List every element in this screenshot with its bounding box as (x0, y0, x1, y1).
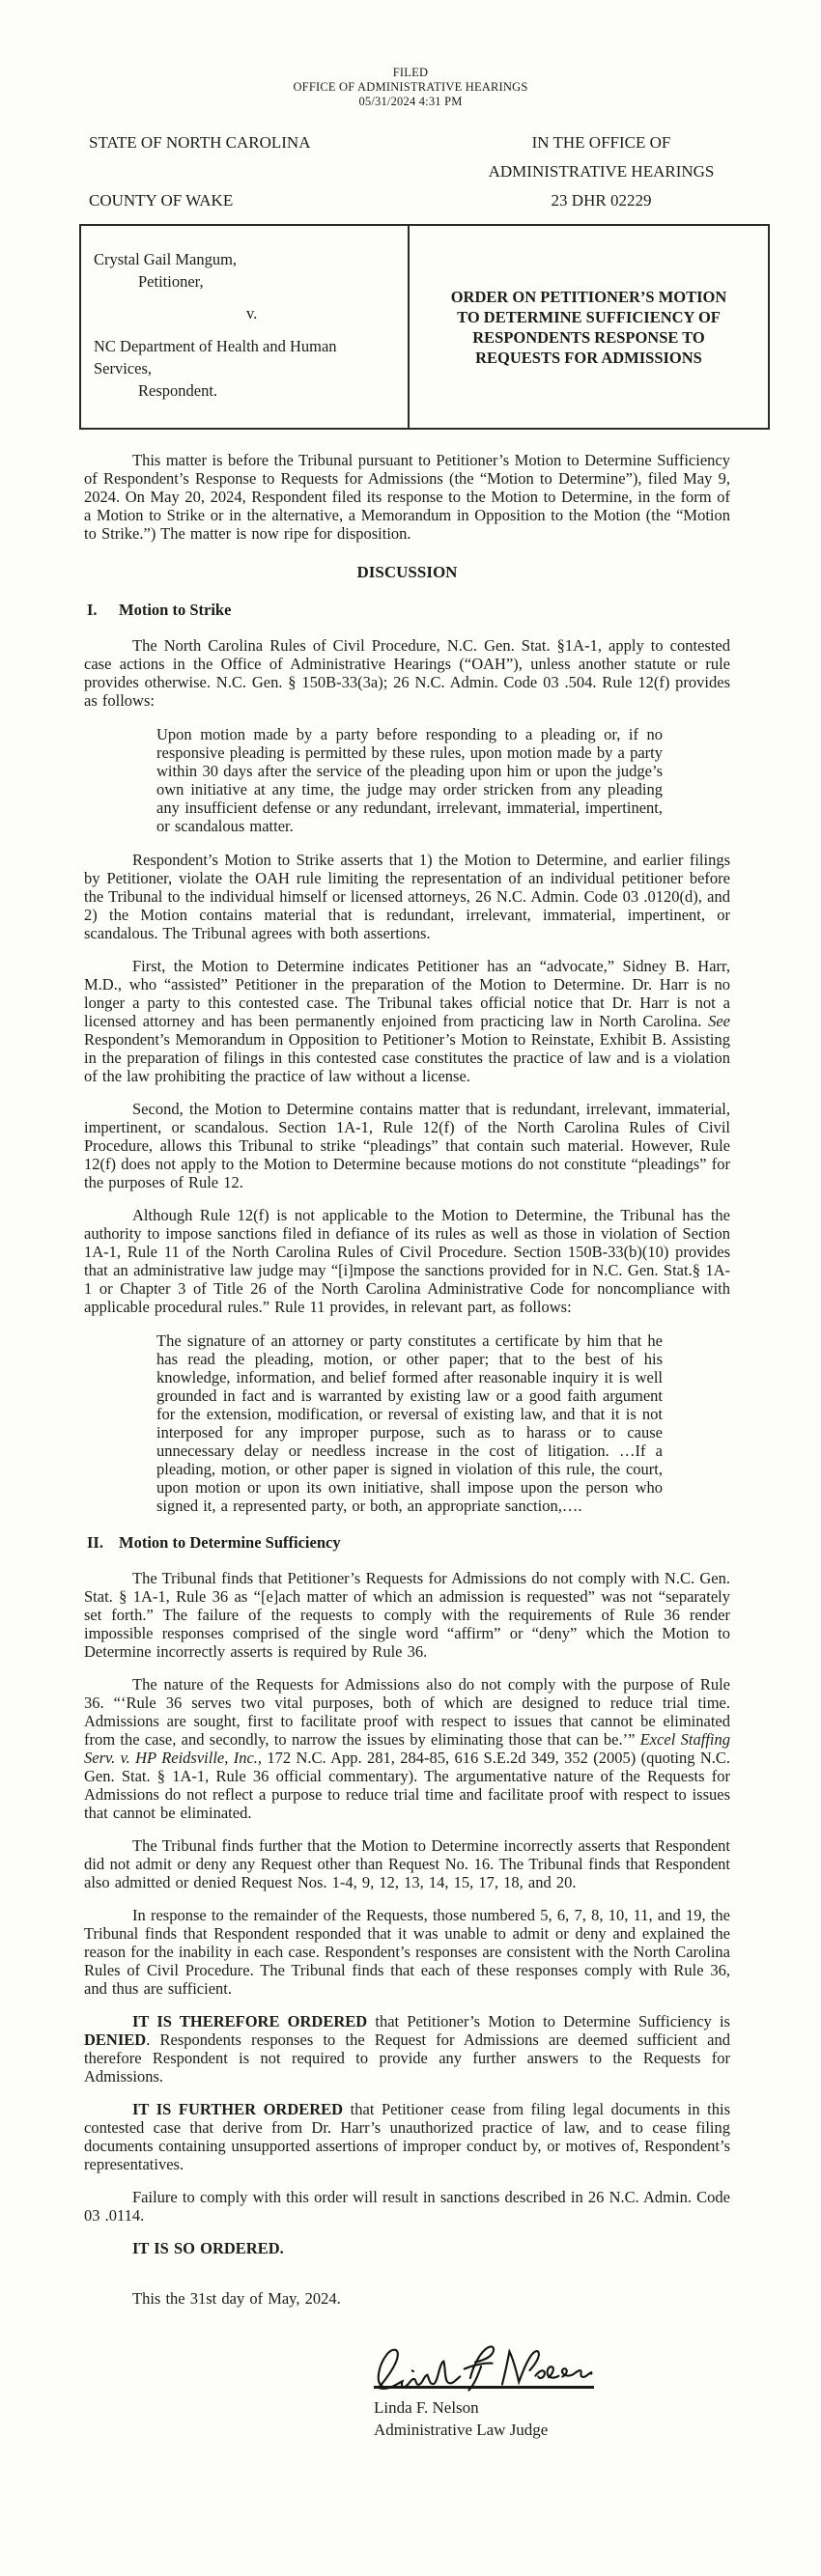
judge-name: Linda F. Nelson (374, 2398, 479, 2417)
section-2-paragraph-2 (84, 1675, 730, 1822)
paragraph-3-text: First, the Motion to Determine indicates Petitioner has an “advocate,” Sidney B. Harr, M.D., who “assisted” Petitioner in the preparation of the Motion to Determine. Dr. Harr is no longer a party to this contested case. The Tribunal takes official notice that Dr. Harr is not a licensed attorney and has been permanently enjoined from practicing law in North Carolina. (84, 957, 730, 1030)
paragraph-3-text-continued: Respondent’s Memorandum in Opposition to Petitioner’s Motion to Reinstate, Exhibit B. Assisting in the preparation of filings in this contested case constitutes the practice of law and is a violation of the law prohibiting the practice of law without a license. (84, 1030, 730, 1085)
rule-11-blockquote: The signature of an attorney or party constitutes a certificate by him that he has read the pleading, motion, or other paper; that to the best of his knowledge, information, and belief formed after reasonable inquiry it is well grounded in fact and is warranted by existing law or a good faith argument for the extension, modification, or reversal of existing law, and that it is not interposed for any improper purpose, such as to harass or to cause unnecessary delay or needless increase in the cost of litigation. …If a pleading, motion, or other paper is signed in violation of this rule, the court, upon motion or upon its own initiative, shall impose upon the person who signed it, a represented party, or both, an appropriate sanction,…. (156, 1331, 663, 1515)
section-1-paragraph-5: Although Rule 12(f) is not applicable to the Motion to Determine, the Tribunal has the authority to impose sanctions filed in defiance of its rules as well as those in violation of Section 1A-1, Rule 11 of the North Carolina Rules of Civil Procedure. Section 150B-33(b)(10) provides that an administrative law judge may “[i]mpose the sanctions provided for in N.C. Gen. Stat.§ 1A-1 or Chapter 3 of Title 26 of the North Carolina Administrative Code for noncompliance with applicable procedural rules.” Rule 11 provides, in relevant part, as follows: (84, 1206, 730, 1316)
therefore-ordered-label: IT IS THEREFORE ORDERED (132, 2012, 368, 2030)
respondent-label: Respondent. (138, 381, 218, 400)
stamp-datetime: 05/31/2024 4:31 PM (358, 95, 463, 108)
judge-title: Administrative Law Judge (374, 2421, 549, 2439)
section-2-numeral: II. (87, 1533, 103, 1552)
filing-stamp (0, 0, 821, 109)
header-spacer (89, 157, 435, 186)
stamp-office: OFFICE OF ADMINISTRATIVE HEARINGS (293, 80, 528, 94)
signature-line (374, 2335, 594, 2389)
paragraph-rule36-purpose: The nature of the Requests for Admissions also do not comply with the purpose of Rule 36. “‘Rule 36 serves two vital purposes, both of which are designed to reduce trial time. Admissions are sought, first to facilitate proof with respect to issues that cannot be eliminated from the case, and secondly, to narrow the issues by eliminating those that can be.’” (84, 1675, 730, 1749)
respondent-name-line2: Services, (94, 359, 153, 378)
paragraph-rule36-purpose-continued: 172 N.C. App. 281, 284-85, 616 S.E.2d 349, 352 (2005) (quoting N.C. Gen. Stat. § 1A-1, Rule 36 official commentary). The argumentative nature of the Requests for Admissions do not reflect a purpose to reduce trial time and facilitate proof with respect to issues that cannot be eliminated. (84, 1749, 731, 1822)
section-2-title: Motion to Determine Sufficiency (119, 1533, 341, 1552)
order-body (84, 451, 730, 2441)
section-2-paragraph-4: In response to the remainder of the Requests, those numbered 5, 6, 7, 8, 10, 11, and 19, the Tribunal finds that Respondent responded that it was unable to admit or deny and explained the reason for the inability in each case. Respondent’s responses are consistent with the North Carolina Rules of Civil Procedure. The Tribunal finds that each of these responses comply with Rule 36, and thus are sufficient. (84, 1906, 730, 1998)
versus: v. (246, 304, 258, 322)
ordered-paragraph-1 (84, 2012, 730, 2086)
order-title-line-1: ORDER ON PETITIONER’S MOTION (450, 287, 727, 306)
respondent-name-line1: NC Department of Health and Human (94, 337, 337, 355)
caption-parties (81, 226, 410, 428)
case-caption-box (79, 224, 770, 430)
ordered-1-text: that Petitioner’s Motion to Determine Sufficiency is (367, 2012, 730, 2030)
section-1-paragraph-4: Second, the Motion to Determine contains matter that is redundant, irrelevant, immaterial, impertinent, or scandalous. Section 1A-1, Rule 12(f) of the North Carolina Rules of Civil Procedure, allows this Tribunal to strike “pleadings” that contain such material. However, Rule 12(f) does not apply to the Motion to Determine because motions do not constitute “pleadings” for the purposes of Rule 12. (84, 1100, 730, 1191)
section-2-paragraph-3: The Tribunal finds further that the Motion to Determine incorrectly asserts that Respondent did not admit or deny any Request other than Request No. 16. The Tribunal finds that Respondent also admitted or denied Request Nos. 1-4, 9, 12, 13, 14, 15, 17, 18, and 20. (84, 1836, 730, 1891)
discussion-heading: DISCUSSION (356, 563, 458, 581)
state-line: STATE OF NORTH CAROLINA (89, 133, 311, 152)
ordered-paragraph-2 (84, 2100, 730, 2173)
section-1-paragraph-2: Respondent’s Motion to Strike asserts that 1) the Motion to Determine, and earlier filings by Petitioner, violate the OAH rule limiting the representation of an individual petitioner before the Tribunal to the individual himself or licensed attorneys, 26 N.C. Admin. Code 03 .0120(d), and 2) the Motion contains material that is redundant, irrelevant, immaterial, impertinent, or scandalous. The Tribunal agrees with both assertions. (84, 851, 730, 942)
court-header (89, 128, 768, 215)
order-title (410, 226, 768, 428)
further-ordered-label: IT IS FURTHER ORDERED (132, 2100, 344, 2118)
section-1-numeral: I. (87, 601, 98, 619)
case-citation: Excel Staffing Serv. v. HP Reidsville, Inc., (84, 1730, 730, 1767)
section-2-heading (84, 1533, 730, 1553)
order-title-line-2: TO DETERMINE SUFFICIENCY OF (457, 307, 721, 326)
ordered-2-text: that Petitioner cease from filing legal documents in this contested case that derive from Dr. Harr’s unauthorized practice of law, and to cease filing documents containing unsupported assertions of improper conduct by, or motives of, Respondent’s representatives. (84, 2100, 730, 2173)
rule-12f-blockquote: Upon motion made by a party before responding to a pleading or, if no responsive pleading is permitted by these rules, upon motion made by a party within 30 days after the service of the pleading upon him or upon the judge’s own initiative at any time, the judge may order stricken from any pleading any insufficient defense or any redundant, irrelevant, immaterial, impertinent, or scandalous matter. (156, 725, 663, 835)
section-1-paragraph-3 (84, 957, 730, 1085)
failure-paragraph: Failure to comply with this order will result in sanctions described in 26 N.C. Admin. Code 03 .0114. (84, 2188, 730, 2225)
so-ordered-label: IT IS SO ORDERED. (132, 2239, 284, 2257)
court-header-right (435, 128, 768, 215)
section-2-paragraph-1: The Tribunal finds that Petitioner’s Requests for Admissions do not comply with N.C. Gen. Stat. § 1A-1, Rule 36 as “[e]ach matter of which an admission is requested” was not “separately set forth.” The failure of the requests to comply with the requirements of Rule 36 render impossible responses comprised of the single word “affirm” or “deny” which the Motion to Determine incorrectly asserts is required by Rule 36. (84, 1569, 730, 1661)
section-1-heading (84, 601, 730, 620)
date-line: This the 31st day of May, 2024. (132, 2289, 341, 2308)
ordered-1-text-continued: . Respondents responses to the Request for Admissions are deemed sufficient and therefore Respondent is not required to provide any further answers to the Requests for Admissions. (84, 2030, 730, 2086)
court-header-left (89, 128, 435, 215)
stamp-filed: FILED (392, 66, 429, 79)
section-1-paragraph-1: The North Carolina Rules of Civil Procedure, N.C. Gen. Stat. §1A-1, apply to contested case actions in the Office of Administrative Hearings (“OAH”), unless another statute or rule provides otherwise. N.C. Gen. § 150B-33(3a); 26 N.C. Admin. Code 03 .504. Rule 12(f) provides as follows: (84, 636, 730, 710)
petitioner-name: Crystal Gail Mangum, (94, 250, 238, 268)
so-ordered-line (84, 2239, 730, 2257)
signature-block (374, 2335, 615, 2441)
order-title-line-3: RESPONDENTS RESPONSE TO (472, 327, 705, 347)
office-line-1: IN THE OFFICE OF (531, 133, 671, 152)
county-line: COUNTY OF WAKE (89, 191, 234, 210)
signature-handwriting-icon (369, 2336, 595, 2395)
section-1-title: Motion to Strike (119, 601, 232, 619)
intro-paragraph: This matter is before the Tribunal pursuant to Petitioner’s Motion to Determine Sufficiency of Respondent’s Response to Requests for Admissions (the “Motion to Determine”), filed May 9, 2024. On May 20, 2024, Respondent filed its response to the Motion to Determine, in the form of a Motion to Strike or in the alternative, a Memorandum in Opposition to the Motion (the “Motion to Strike.”) The matter is now ripe for disposition. (84, 451, 730, 543)
see-citation-signal: See (708, 1012, 730, 1030)
order-title-line-4: REQUESTS FOR ADMISSIONS (475, 348, 702, 367)
petitioner-label: Petitioner, (138, 272, 204, 291)
denied-label: DENIED (84, 2030, 147, 2049)
case-number: 23 DHR 02229 (551, 191, 652, 210)
office-line-2: ADMINISTRATIVE HEARINGS (488, 162, 715, 181)
